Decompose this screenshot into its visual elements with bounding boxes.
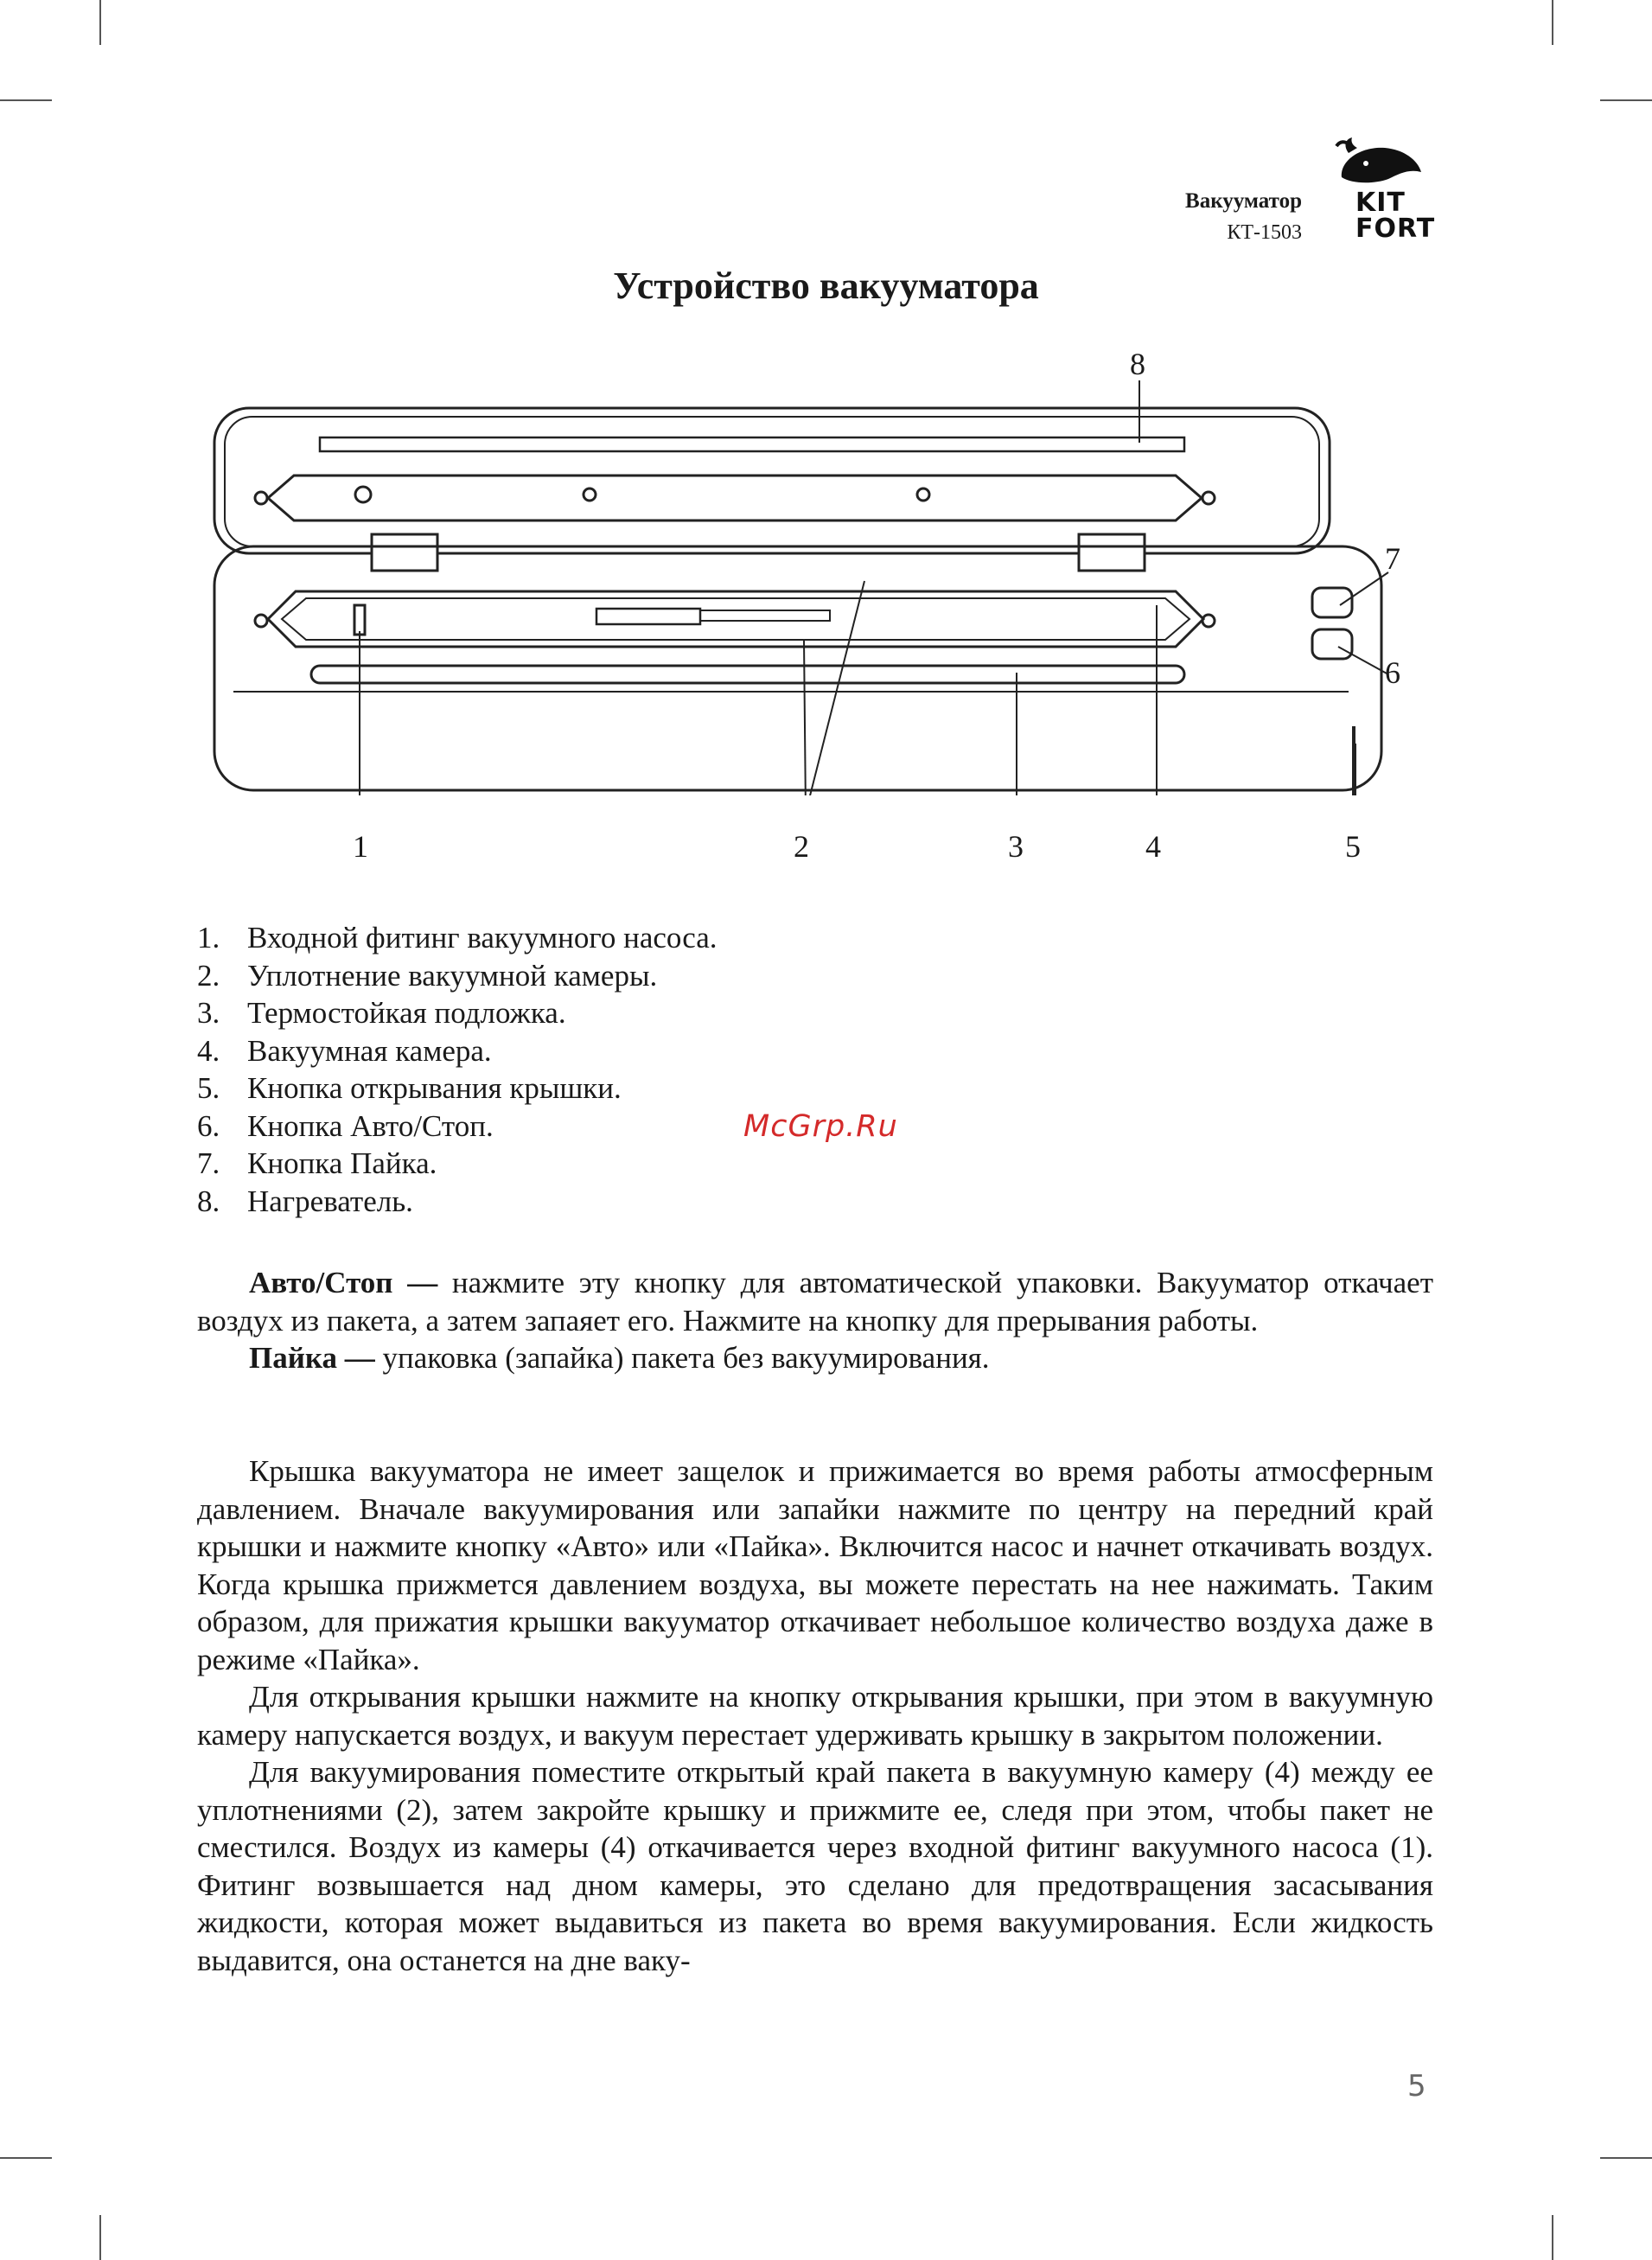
callout-label: 4	[1145, 829, 1161, 864]
header-product: Вакууматор	[1185, 189, 1302, 213]
paragraph: Крышка вакууматора не имеет защелок и прижимается во время работы атмосферным давлением. Вначале вакуумирования или запайки нажмите по центру на передний край крышки и нажмите кнопку «Авто» или «Пайка». Включится насос и начнет откачивать воздух. Когда крышка прижмется давлением воздуха, вы можете перестать на нее нажимать. Таким образом, для прижатия крышки вакууматор откачивает небольшое количество воздуха даже в режиме «Пайка».	[197, 1454, 1433, 1676]
list-item: 4. Вакуумная камера.	[197, 1033, 492, 1068]
term-seal: Пайка —	[249, 1341, 375, 1375]
list-item: 7. Кнопка Пайка.	[197, 1146, 437, 1180]
running-header	[1185, 186, 1302, 248]
whale-icon	[1331, 134, 1426, 186]
list-item: 1. Входной фитинг вакуумного насоса.	[197, 921, 718, 954]
callout-label: 3	[1008, 829, 1024, 864]
list-item: 3. Термостойкая подложка.	[197, 996, 566, 1030]
callout-label: 8	[1130, 347, 1145, 381]
list-item: 6. Кнопка Авто/Стоп.	[197, 1108, 494, 1143]
callout-label: 2	[794, 829, 809, 864]
crop-mark	[0, 2157, 52, 2159]
crop-mark	[1600, 2157, 1652, 2159]
callout-label: 6	[1385, 655, 1400, 690]
crop-mark	[99, 0, 101, 45]
callout-label: 5	[1345, 829, 1361, 864]
logo-kit: KIT	[1355, 188, 1406, 218]
parts-legend	[197, 919, 718, 1220]
list-item: 5. Кнопка открывания крышки.	[197, 1071, 622, 1105]
crop-mark	[99, 2215, 101, 2260]
term-auto: Авто/Стоп —	[249, 1266, 438, 1299]
device-diagram	[199, 346, 1426, 864]
watermark: McGrp.Ru	[743, 1109, 898, 1144]
paragraph: Для вакуумирования поместите открытый край пакета в вакуумную камеру (4) между ее уплотнениями (2), затем закройте крышку и прижмите ее, следя при этом, чтобы пакет не сместился. Воздух из камеры (4) откачивается через входной фитинг вакуумного насоса (1). Фитинг возвышается над дном камеры, это сделано для предотвращения засасывания жидкости, которая может выдавиться из пакета во время вакуумирования. Если жидкость выдавится, она останется на дне ваку-	[197, 1755, 1433, 1977]
crop-mark	[1600, 99, 1652, 101]
crop-mark	[0, 99, 52, 101]
main-text	[197, 1452, 1433, 1979]
paragraph: Для открывания крышки нажмите на кнопку открывания крышки, при этом в вакуумную камеру напускается воздух, и вакуум перестает удерживать крышку в закрытом положении.	[197, 1680, 1433, 1752]
crop-mark	[1552, 2215, 1553, 2260]
callout-label: 7	[1385, 541, 1400, 576]
crop-mark	[1552, 0, 1553, 45]
buttons-description	[197, 1264, 1433, 1377]
logo-fort: FORT	[1355, 214, 1436, 244]
paragraph-auto: Авто/Стоп — нажмите эту кнопку для автоматической упаковки. Вакууматор откачает воздух из пакета, а затем запаяет его. Нажмите на кнопку для прерывания работы.	[197, 1266, 1433, 1337]
list-item: 2. Уплотнение вакуумной камеры.	[197, 958, 658, 993]
header-model: КТ-1503	[1227, 221, 1302, 244]
paragraph-seal: Пайка — упаковка (запайка) пакета без вакуумирования.	[249, 1341, 990, 1375]
list-item: 8. Нагреватель.	[197, 1184, 413, 1218]
page-number: 5	[1407, 2069, 1426, 2104]
kitfort-logo	[1331, 134, 1435, 242]
section-title: Устройство вакууматора	[613, 265, 1039, 307]
callout-label: 1	[353, 829, 368, 864]
